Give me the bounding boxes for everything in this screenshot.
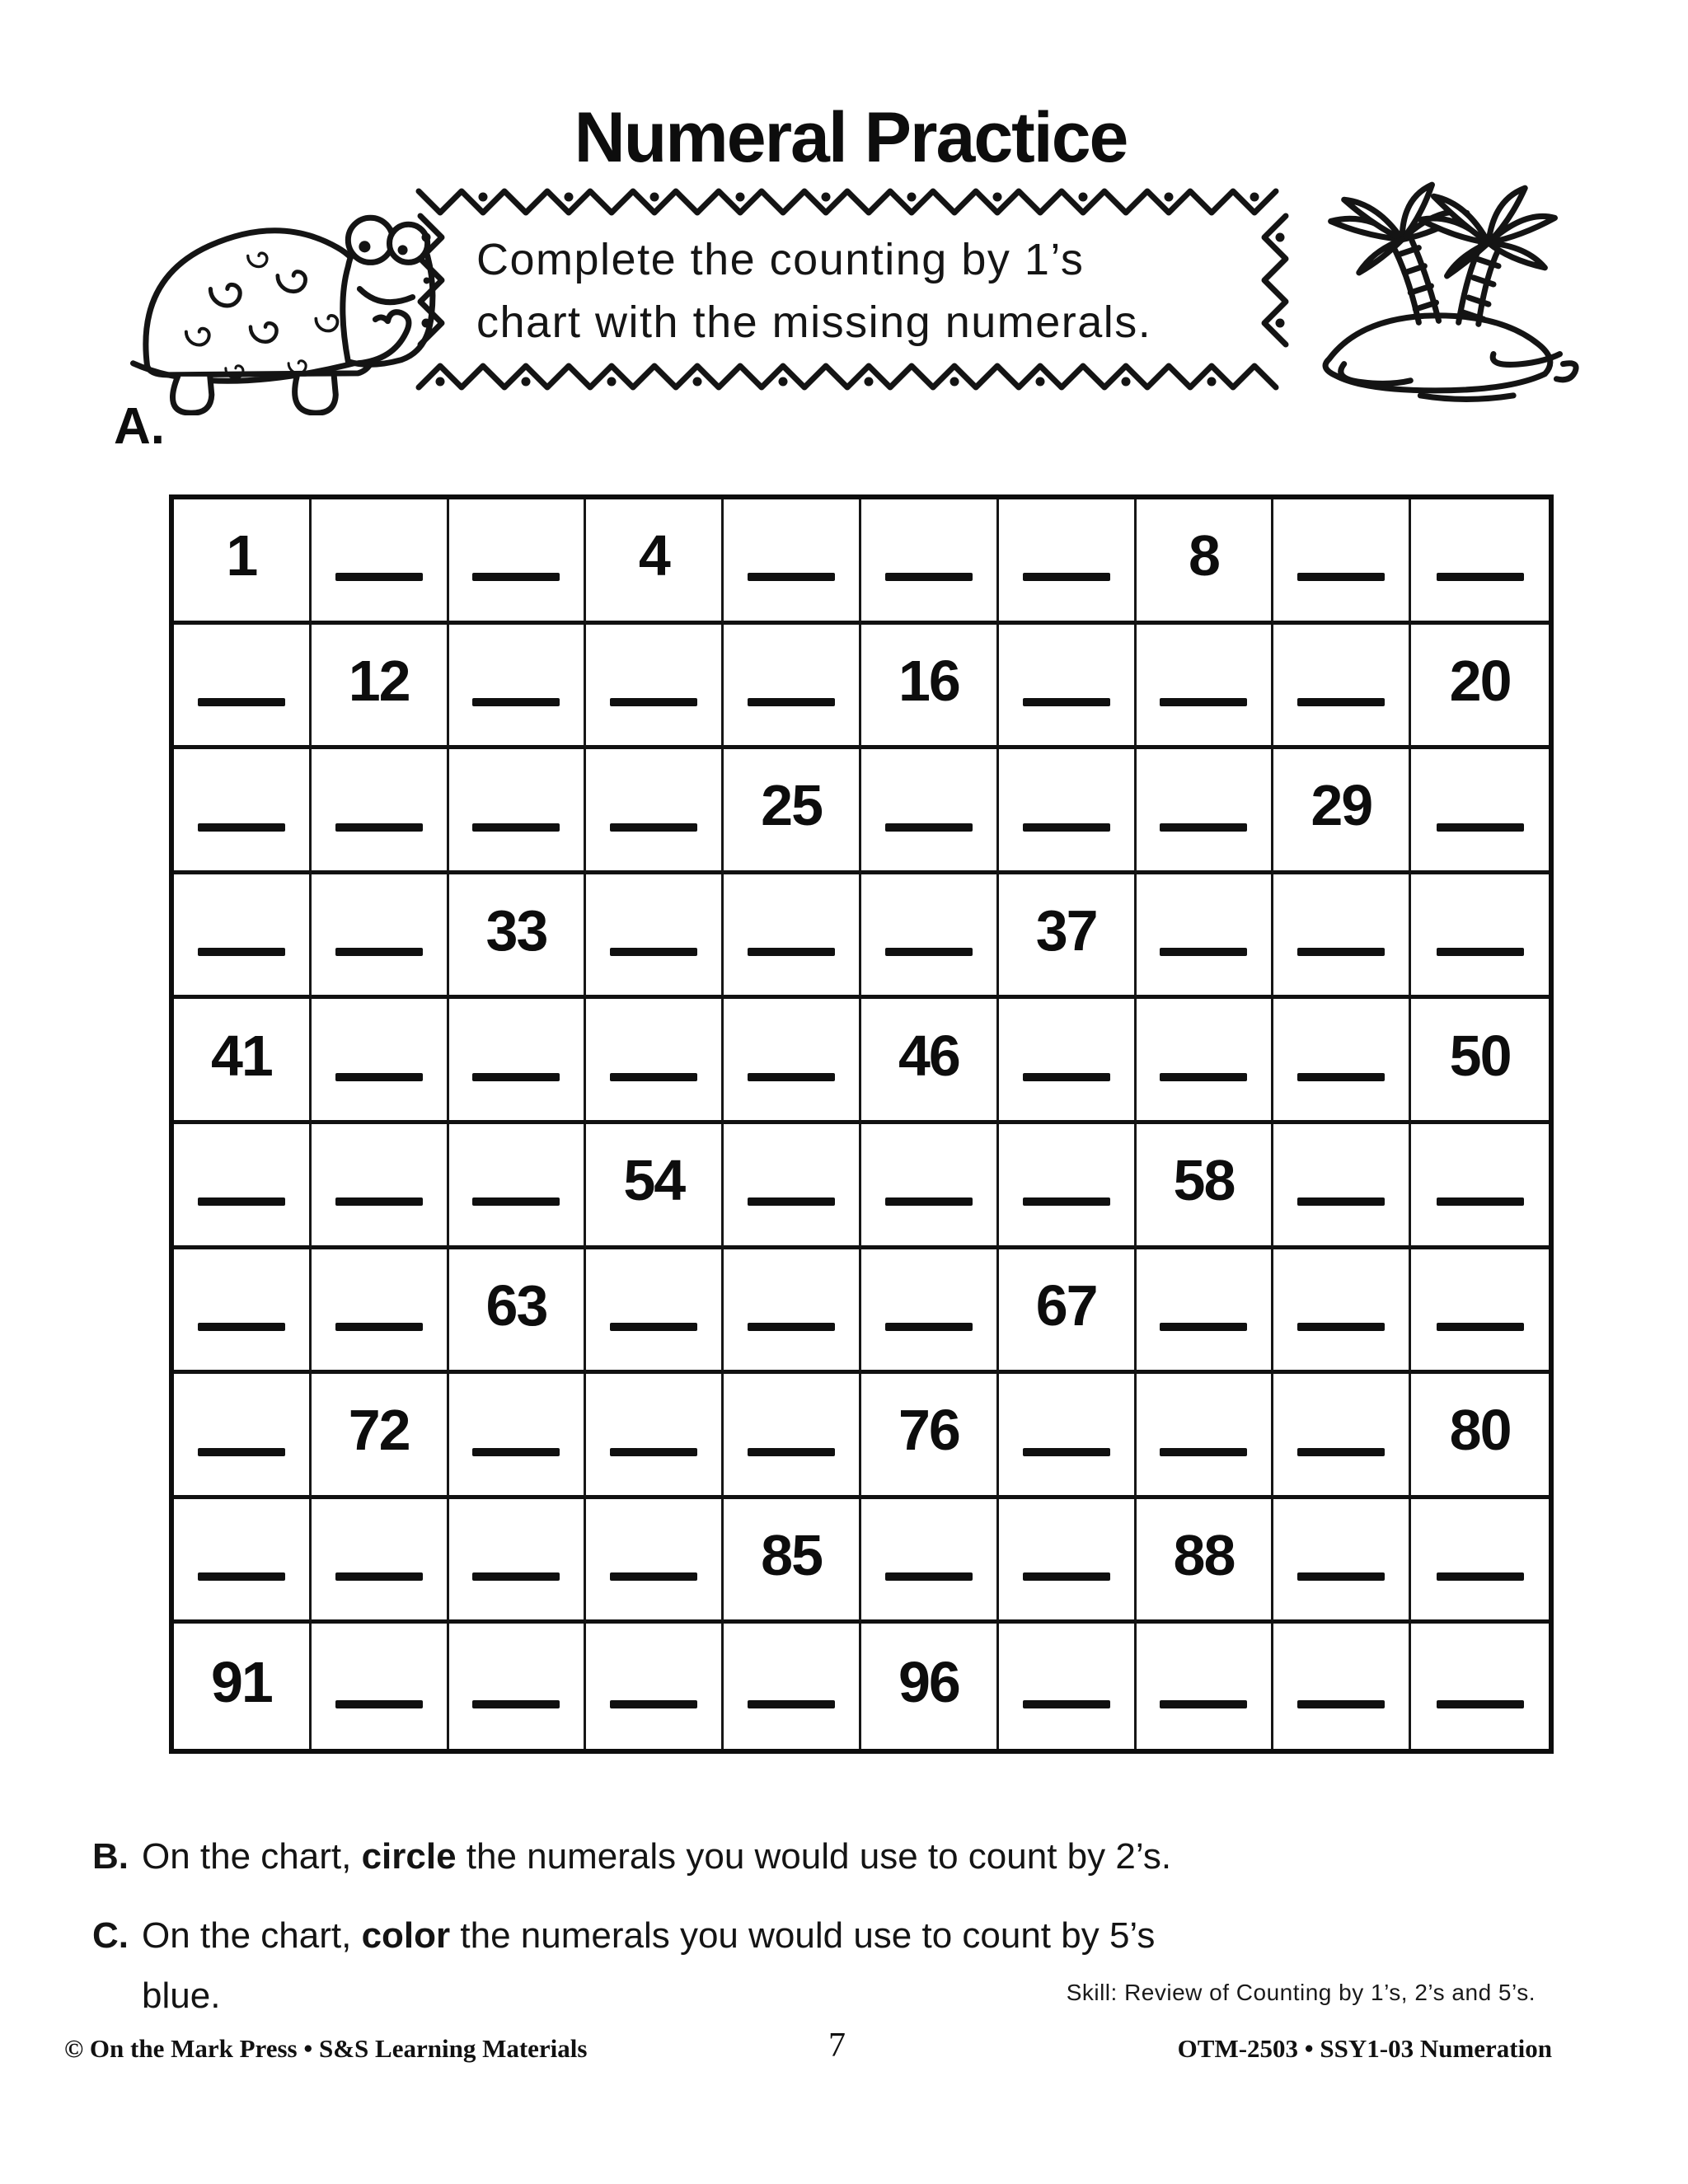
grid-cell-blank[interactable] — [724, 1124, 861, 1249]
cell-number: 72 — [348, 1398, 410, 1463]
fill-in-line — [198, 823, 285, 832]
grid-cell-numeral — [861, 625, 999, 750]
fill-in-line — [472, 823, 560, 832]
fill-in-line — [748, 573, 835, 581]
grid-cell-blank[interactable] — [1137, 874, 1274, 1000]
fill-in-line — [1297, 1197, 1385, 1206]
grid-cell-blank[interactable] — [1137, 625, 1274, 750]
fill-in-line — [748, 948, 835, 956]
fill-in-line — [472, 573, 560, 581]
grid-cell-blank[interactable] — [1411, 1124, 1549, 1249]
grid-cell-blank[interactable] — [586, 1249, 724, 1375]
task-c-keyword: color — [361, 1915, 451, 1956]
fill-in-line — [1437, 823, 1524, 832]
grid-cell-numeral — [449, 874, 587, 1000]
fill-in-line — [885, 1197, 973, 1206]
cell-number: 54 — [623, 1148, 685, 1213]
fill-in-line — [198, 948, 285, 956]
fill-in-line — [198, 1323, 285, 1331]
task-b-pre: On the chart, — [142, 1836, 362, 1877]
fill-in-line — [610, 698, 697, 706]
grid-cell-blank[interactable] — [999, 499, 1137, 625]
instruction-banner — [412, 183, 1294, 396]
fill-in-line — [885, 1572, 973, 1581]
grid-cell-blank[interactable] — [312, 999, 449, 1124]
grid-cell-blank[interactable] — [1273, 1499, 1411, 1624]
grid-cell-blank[interactable] — [174, 1374, 312, 1499]
grid-cell-blank[interactable] — [1273, 1124, 1411, 1249]
fill-in-line — [335, 1073, 423, 1081]
grid-cell-blank[interactable] — [449, 625, 587, 750]
cell-number: 37 — [1035, 898, 1097, 963]
task-b-text — [142, 1826, 1378, 1886]
grid-cell-blank[interactable] — [1273, 499, 1411, 625]
grid-cell-numeral — [1273, 749, 1411, 874]
cell-number: 20 — [1449, 649, 1511, 714]
fill-in-line — [335, 573, 423, 581]
grid-cell-blank[interactable] — [312, 1249, 449, 1375]
fill-in-line — [1437, 1572, 1524, 1581]
grid-cell-blank[interactable] — [586, 1374, 724, 1499]
grid-cell-blank[interactable] — [1411, 874, 1549, 1000]
cell-number: 41 — [210, 1023, 272, 1088]
grid-cell-blank[interactable] — [1137, 999, 1274, 1124]
fill-in-line — [1297, 1572, 1385, 1581]
cell-number: 25 — [761, 773, 823, 838]
grid-cell-blank[interactable] — [312, 874, 449, 1000]
fill-in-line — [1160, 698, 1247, 706]
fill-in-line — [1297, 1448, 1385, 1456]
task-c — [92, 1905, 1378, 2026]
grid-cell-blank[interactable] — [1273, 874, 1411, 1000]
grid-cell-blank[interactable] — [449, 999, 587, 1124]
fill-in-line — [1023, 698, 1110, 706]
cell-number: 16 — [898, 649, 959, 714]
grid-cell-blank[interactable] — [1273, 625, 1411, 750]
footer-code: OTM-2503 • SSY1-03 Numeration — [1177, 2034, 1552, 2063]
task-c-label: C. — [92, 1915, 129, 1956]
grid-cell-numeral — [312, 1374, 449, 1499]
instruction-line-2: chart with the missing numerals. — [476, 298, 1152, 347]
grid-cell-blank[interactable] — [1137, 1249, 1274, 1375]
task-b-label: B. — [92, 1836, 129, 1877]
grid-cell-blank[interactable] — [861, 874, 999, 1000]
fill-in-line — [1297, 1700, 1385, 1708]
cell-number: 96 — [898, 1650, 959, 1715]
grid-cell-blank[interactable] — [861, 1249, 999, 1375]
grid-cell-blank[interactable] — [1137, 749, 1274, 874]
counting-chart — [169, 494, 1554, 1754]
grid-cell-blank[interactable] — [724, 1374, 861, 1499]
fill-in-line — [472, 1448, 560, 1456]
fill-in-line — [610, 948, 697, 956]
grid-cell-numeral — [1137, 499, 1274, 625]
fill-in-line — [610, 1572, 697, 1581]
fill-in-line — [335, 1323, 423, 1331]
fill-in-line — [1023, 1700, 1110, 1708]
grid-cell-blank[interactable] — [312, 1124, 449, 1249]
grid-cell-numeral — [449, 1249, 587, 1375]
cell-number: 63 — [485, 1273, 547, 1338]
grid-cell-blank[interactable] — [1273, 999, 1411, 1124]
grid-cell-numeral — [1137, 1499, 1274, 1624]
grid-cell-blank[interactable] — [586, 1624, 724, 1749]
fill-in-line — [1437, 948, 1524, 956]
fill-in-line — [885, 1323, 973, 1331]
fill-in-line — [748, 1700, 835, 1708]
fill-in-line — [1160, 1448, 1247, 1456]
cell-number: 88 — [1173, 1523, 1235, 1588]
cell-number: 76 — [898, 1398, 959, 1463]
fill-in-line — [748, 1323, 835, 1331]
grid-cell-blank[interactable] — [174, 874, 312, 1000]
grid-cell-blank[interactable] — [312, 499, 449, 625]
fill-in-line — [885, 823, 973, 832]
grid-cell-numeral — [724, 749, 861, 874]
grid-cell-blank[interactable] — [586, 749, 724, 874]
fill-in-line — [1160, 1323, 1247, 1331]
grid-cell-numeral — [1411, 625, 1549, 750]
grid-cell-numeral — [174, 1624, 312, 1749]
grid-cell-blank[interactable] — [1273, 1624, 1411, 1749]
grid-cell-numeral — [174, 999, 312, 1124]
grid-cell-blank[interactable] — [174, 1124, 312, 1249]
fill-in-line — [472, 1197, 560, 1206]
fill-in-line — [198, 698, 285, 706]
task-c-post: the numerals you would use to count by 5’s — [450, 1915, 1156, 1956]
cell-number: 58 — [1173, 1148, 1235, 1213]
grid-cell-numeral — [861, 1624, 999, 1749]
cell-number: 4 — [638, 523, 669, 588]
fill-in-line — [472, 1572, 560, 1581]
task-b-keyword: circle — [361, 1836, 457, 1877]
grid-cell-blank[interactable] — [724, 1249, 861, 1375]
fill-in-line — [1023, 1572, 1110, 1581]
palm-island-icon — [1296, 166, 1582, 407]
section-a-label: A. — [114, 398, 165, 455]
cell-number: 80 — [1449, 1398, 1511, 1463]
grid-cell-blank[interactable] — [586, 1499, 724, 1624]
fill-in-line — [1437, 573, 1524, 581]
cell-number: 91 — [210, 1650, 272, 1715]
grid-cell-blank[interactable] — [449, 749, 587, 874]
grid-cell-numeral — [999, 1249, 1137, 1375]
fill-in-line — [748, 698, 835, 706]
turtle-icon — [85, 163, 441, 415]
grid-cell-numeral — [586, 499, 724, 625]
grid-cell-numeral — [1411, 1374, 1549, 1499]
grid-cell-blank[interactable] — [999, 1624, 1137, 1749]
grid-cell-numeral — [999, 874, 1137, 1000]
grid-cell-blank[interactable] — [861, 749, 999, 874]
grid-cell-blank[interactable] — [1273, 1249, 1411, 1375]
grid-cell-blank[interactable] — [312, 1499, 449, 1624]
fill-in-line — [610, 1448, 697, 1456]
fill-in-line — [610, 823, 697, 832]
fill-in-line — [748, 1073, 835, 1081]
footer-copyright: © On the Mark Press • S&S Learning Materials — [64, 2034, 588, 2063]
fill-in-line — [1023, 1197, 1110, 1206]
grid-cell-blank[interactable] — [999, 999, 1137, 1124]
grid-cell-numeral — [724, 1499, 861, 1624]
fill-in-line — [335, 823, 423, 832]
grid-cell-blank[interactable] — [861, 1124, 999, 1249]
grid-cell-blank[interactable] — [1411, 1249, 1549, 1375]
grid-cell-blank[interactable] — [999, 1124, 1137, 1249]
grid-cell-blank[interactable] — [999, 625, 1137, 750]
cell-number: 29 — [1311, 773, 1372, 838]
grid-cell-numeral — [861, 1374, 999, 1499]
grid-cell-blank[interactable] — [724, 999, 861, 1124]
fill-in-line — [1297, 948, 1385, 956]
cell-number: 46 — [898, 1023, 959, 1088]
fill-in-line — [335, 948, 423, 956]
fill-in-line — [335, 1700, 423, 1708]
grid-cell-blank[interactable] — [724, 625, 861, 750]
footer-page-number: 7 — [828, 2027, 846, 2064]
fill-in-line — [1160, 948, 1247, 956]
grid-cell-blank[interactable] — [586, 625, 724, 750]
fill-in-line — [472, 1700, 560, 1708]
fill-in-line — [1023, 823, 1110, 832]
instruction-line-1: Complete the counting by 1’s — [476, 235, 1085, 284]
grid-cell-blank[interactable] — [1273, 1374, 1411, 1499]
fill-in-line — [1160, 823, 1247, 832]
grid-cell-blank[interactable] — [449, 1624, 587, 1749]
grid-cell-blank[interactable] — [1411, 1499, 1549, 1624]
cell-number: 85 — [761, 1523, 823, 1588]
grid-cell-blank[interactable] — [449, 1374, 587, 1499]
cell-number: 12 — [348, 649, 410, 714]
grid-cell-blank[interactable] — [174, 1249, 312, 1375]
fill-in-line — [610, 1323, 697, 1331]
fill-in-line — [748, 1197, 835, 1206]
page-title: Numeral Practice — [574, 98, 1128, 177]
cell-number: 50 — [1449, 1023, 1511, 1088]
grid-cell-blank[interactable] — [1137, 1374, 1274, 1499]
skill-note: Skill: Review of Counting by 1’s, 2’s and 5’s. — [1066, 1980, 1536, 2005]
grid-cell-blank[interactable] — [449, 499, 587, 625]
fill-in-line — [198, 1448, 285, 1456]
grid-cell-blank[interactable] — [449, 1124, 587, 1249]
cell-number: 8 — [1189, 523, 1219, 588]
task-b — [92, 1826, 1378, 1886]
grid-cell-blank[interactable] — [861, 499, 999, 625]
task-c-post2: blue. — [142, 1975, 221, 2016]
grid-cell-numeral — [1411, 999, 1549, 1124]
fill-in-line — [610, 1700, 697, 1708]
grid-cell-numeral — [312, 625, 449, 750]
fill-in-line — [198, 1572, 285, 1581]
fill-in-line — [1297, 573, 1385, 581]
grid-cell-blank[interactable] — [724, 874, 861, 1000]
fill-in-line — [610, 1073, 697, 1081]
fill-in-line — [748, 1448, 835, 1456]
fill-in-line — [1297, 1073, 1385, 1081]
grid-cell-numeral — [174, 499, 312, 625]
grid-cell-blank[interactable] — [449, 1499, 587, 1624]
grid-cell-blank[interactable] — [999, 1499, 1137, 1624]
fill-in-line — [885, 948, 973, 956]
fill-in-line — [1160, 1073, 1247, 1081]
grid-cell-blank[interactable] — [174, 625, 312, 750]
task-b-post: the numerals you would use to count by 2’s. — [456, 1836, 1172, 1877]
grid-cell-numeral — [861, 999, 999, 1124]
fill-in-line — [472, 698, 560, 706]
grid-cell-blank[interactable] — [861, 1499, 999, 1624]
fill-in-line — [335, 1197, 423, 1206]
grid-cell-numeral — [1137, 1124, 1274, 1249]
grid-cell-blank[interactable] — [312, 749, 449, 874]
grid-cell-blank[interactable] — [586, 999, 724, 1124]
grid-cell-blank[interactable] — [1411, 749, 1549, 874]
fill-in-line — [1437, 1323, 1524, 1331]
fill-in-line — [885, 573, 973, 581]
fill-in-line — [198, 1197, 285, 1206]
grid-cell-blank[interactable] — [1137, 1624, 1274, 1749]
grid-cell-blank[interactable] — [1411, 1624, 1549, 1749]
grid-cell-blank[interactable] — [174, 749, 312, 874]
grid-cell-blank[interactable] — [724, 1624, 861, 1749]
grid-cell-blank[interactable] — [1411, 499, 1549, 625]
cell-number: 67 — [1035, 1273, 1097, 1338]
grid-cell-blank[interactable] — [312, 1624, 449, 1749]
grid-cell-blank[interactable] — [999, 1374, 1137, 1499]
cell-number: 33 — [485, 898, 547, 963]
grid-cell-blank[interactable] — [174, 1499, 312, 1624]
grid-cell-numeral — [586, 1124, 724, 1249]
fill-in-line — [1437, 1700, 1524, 1708]
grid-cell-blank[interactable] — [724, 499, 861, 625]
fill-in-line — [1023, 573, 1110, 581]
grid-cell-blank[interactable] — [586, 874, 724, 1000]
cell-number: 1 — [226, 523, 257, 588]
fill-in-line — [1297, 698, 1385, 706]
instruction-text — [412, 183, 1294, 396]
fill-in-line — [1023, 1073, 1110, 1081]
fill-in-line — [1023, 1448, 1110, 1456]
fill-in-line — [472, 1073, 560, 1081]
grid-cell-blank[interactable] — [999, 749, 1137, 874]
fill-in-line — [1160, 1700, 1247, 1708]
fill-in-line — [1437, 1197, 1524, 1206]
task-c-pre: On the chart, — [142, 1915, 362, 1956]
fill-in-line — [335, 1572, 423, 1581]
fill-in-line — [1297, 1323, 1385, 1331]
task-c-text — [142, 1905, 1378, 2026]
